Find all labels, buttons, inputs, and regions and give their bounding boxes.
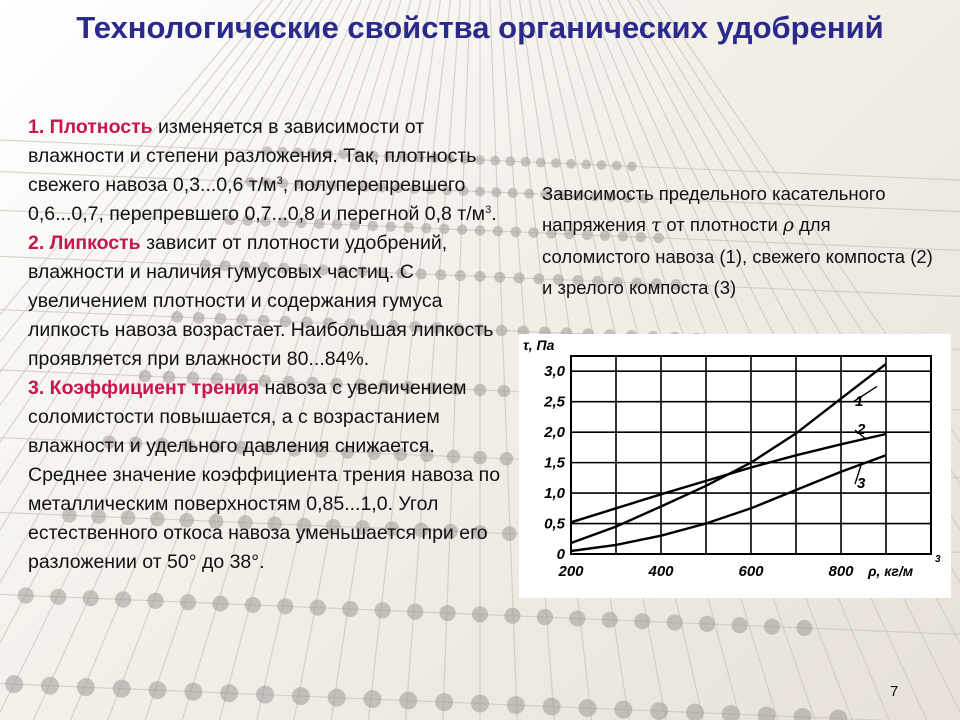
series-2-label: 2: [857, 421, 866, 438]
paragraph-friction: [28, 374, 508, 461]
bg-sphere: [439, 605, 455, 621]
bg-sphere: [510, 227, 520, 237]
x-tick-label: 600: [738, 563, 764, 580]
caption-part-3: для соломистого навоза (1), свежего компоста (2) и зрелого компоста (3): [542, 214, 933, 298]
bg-sphere: [220, 684, 238, 702]
bg-sphere: [667, 614, 683, 630]
bg-sphere: [543, 698, 561, 716]
paragraph-stickiness: [28, 229, 508, 374]
bg-sphere: [184, 683, 202, 701]
bg-sphere: [115, 591, 131, 607]
x-tick-label: 400: [648, 563, 674, 580]
y-tick-label: 0,5: [544, 515, 565, 533]
bg-sphere: [147, 593, 163, 609]
bg-sphere: [699, 616, 715, 632]
bg-sphere: [829, 710, 847, 720]
bg-sphere: [471, 695, 489, 713]
bg-sphere: [796, 620, 812, 636]
density-text-end: .: [491, 203, 497, 225]
series-2-line: [571, 434, 886, 522]
y-tick-label: 0: [556, 546, 565, 563]
friction-text: навоза с увеличением соломистости повышается, а с возрастанием влажности и удельного давления снижается.: [28, 377, 467, 457]
bg-sphere: [435, 693, 453, 711]
tau-symbol: τ: [651, 215, 662, 236]
bg-sphere: [731, 617, 747, 633]
bg-sphere: [149, 681, 167, 699]
y-tick-label: 1,0: [544, 485, 565, 503]
y-tick-label: 3,0: [544, 363, 565, 381]
bg-sphere: [113, 680, 131, 698]
y-tick-label: 2,5: [544, 393, 565, 411]
bg-sphere: [407, 604, 423, 620]
body-text: [28, 113, 508, 577]
bg-sphere: [50, 589, 66, 605]
bg-sphere: [507, 696, 525, 714]
x-axis-label-sup: 3: [935, 554, 941, 565]
bg-sphere: [634, 613, 650, 629]
bg-sphere: [504, 608, 520, 624]
bg-sphere: [566, 159, 576, 169]
chart-svg: [519, 334, 951, 598]
bg-sphere: [5, 675, 23, 693]
caption-part-2: от плотности: [661, 214, 783, 235]
bg-sphere: [524, 189, 534, 199]
bg-sphere: [612, 161, 622, 171]
series-3-line: [571, 455, 886, 551]
bg-sphere: [569, 610, 585, 626]
rho-symbol: ρ: [782, 215, 794, 236]
chart-figure: [519, 334, 951, 598]
bg-sphere: [292, 687, 310, 705]
friction-heading: 3. Коэффициент трения: [28, 377, 260, 399]
bg-sphere: [83, 590, 99, 606]
bg-sphere: [521, 157, 531, 167]
y-axis-label: τ, Па: [523, 337, 555, 353]
bg-sphere: [342, 601, 358, 617]
bg-sphere: [627, 161, 637, 171]
bg-sphere: [758, 707, 776, 720]
density-text-1: изменяется в зависимости от влажности и степени разложения. Так, плотность свежего навоза 0,3...0,6 т/м: [28, 116, 477, 196]
bg-sphere: [77, 678, 95, 696]
series-1-label: 1: [855, 393, 864, 410]
bg-sphere: [794, 708, 812, 720]
density-sup-1: 3: [276, 175, 283, 187]
bg-sphere: [536, 158, 546, 168]
bg-sphere: [581, 160, 591, 170]
paragraph-density: [28, 113, 508, 229]
series-3-label: 3: [857, 475, 866, 492]
bg-sphere: [597, 160, 607, 170]
slide-title: Технологические свойства органических удобрений: [76, 10, 884, 45]
bg-sphere: [256, 686, 274, 704]
bg-sphere: [328, 689, 346, 707]
figure-caption: [542, 178, 942, 303]
x-tick-label: 200: [558, 563, 584, 580]
bg-sphere: [764, 618, 780, 634]
bg-sphere: [399, 692, 417, 710]
stickiness-heading: 2. Липкость: [28, 232, 141, 254]
bg-sphere: [41, 677, 59, 695]
x-tick-label: 800: [828, 563, 854, 580]
bg-sphere: [602, 612, 618, 628]
bg-sphere: [528, 227, 538, 237]
bg-sphere: [551, 158, 561, 168]
x-axis-label: ρ, кг/м: [868, 563, 914, 579]
bg-sphere: [245, 597, 261, 613]
bg-sphere: [508, 188, 518, 198]
density-sup-2: 3: [485, 204, 492, 216]
paragraph-friction-value: Среднее значение коэффициента трения навоза по металлическим поверхностям 0,85...1,0. Угол естественного откоса навоза уменьшается при его разложении от 50° до 38°.: [28, 464, 501, 573]
y-tick-label: 1,5: [544, 454, 565, 472]
bg-sphere: [375, 602, 391, 618]
density-text-2: , полуперепревшего 0,6...0,7, перепревшего 0,7...0,8 и перегной 0,8 т/м: [28, 174, 486, 225]
density-heading: 1. Плотность: [28, 116, 153, 138]
caption-part-1: Зависимость предельного касательного напряжения: [542, 183, 886, 235]
bg-sphere: [277, 598, 293, 614]
bg-sphere: [18, 587, 34, 603]
bg-sphere: [579, 699, 597, 717]
bg-sphere: [514, 273, 525, 284]
y-tick-label: 2,0: [544, 424, 565, 442]
stickiness-text: зависит от плотности удобрений, влажности и наличия гумусовых частиц. С увеличением плотности и содержания гумуса липкость навоза возрастает. Наибольшая липкость проявляется при влажности 80...84%.: [28, 232, 494, 370]
bg-sphere: [364, 690, 382, 708]
bg-sphere: [686, 704, 704, 720]
bg-sphere: [310, 600, 326, 616]
bg-sphere: [537, 609, 553, 625]
bg-sphere: [472, 606, 488, 622]
page-number: 7: [890, 683, 899, 700]
bg-sphere: [212, 595, 228, 611]
bg-sphere: [614, 701, 632, 719]
bg-sphere: [180, 594, 196, 610]
bg-sphere: [650, 702, 668, 720]
